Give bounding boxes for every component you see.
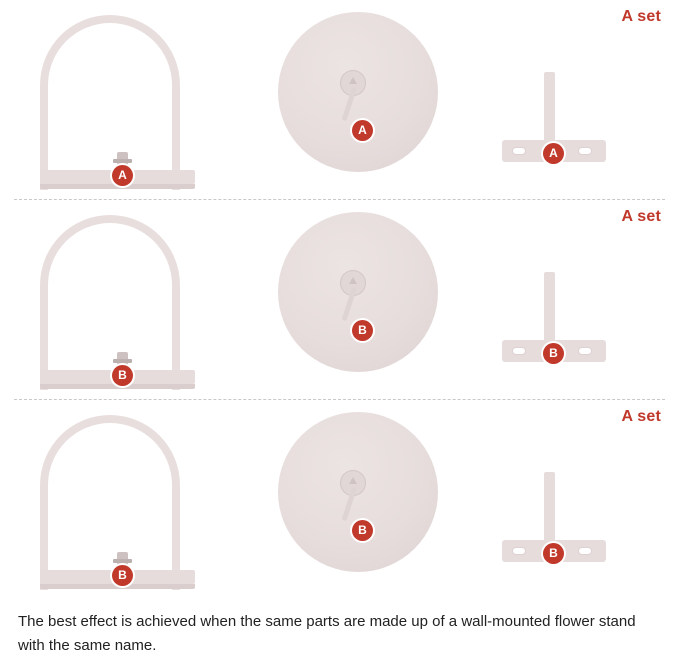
arch-outer-shape bbox=[40, 215, 180, 390]
part-marker: B bbox=[543, 543, 564, 564]
part-marker: A bbox=[352, 120, 373, 141]
round-plate-illustration bbox=[278, 412, 453, 587]
round-plate-illustration bbox=[278, 212, 453, 387]
bracket-screw-hole bbox=[512, 547, 526, 555]
part-marker: A bbox=[112, 165, 133, 186]
bracket-screw-hole bbox=[578, 547, 592, 555]
bracket-post bbox=[544, 72, 555, 142]
part-marker: B bbox=[112, 565, 133, 586]
part-marker: B bbox=[112, 365, 133, 386]
bracket-post bbox=[544, 272, 555, 342]
wall-bracket-illustration bbox=[500, 60, 640, 180]
arch-frame-illustration bbox=[30, 410, 210, 595]
bracket-post bbox=[544, 472, 555, 542]
caption-text: The best effect is achieved when the same parts are made up of a wall-mounted flower stand with the same name. bbox=[18, 613, 636, 654]
arch-outer-shape bbox=[40, 15, 180, 190]
arch-frame-illustration bbox=[30, 10, 210, 195]
parts-row bbox=[0, 200, 679, 400]
bracket-screw-hole bbox=[512, 347, 526, 355]
set-label: A set bbox=[621, 208, 661, 225]
parts-row bbox=[0, 400, 679, 600]
set-label: A set bbox=[621, 408, 661, 425]
set-label: A set bbox=[621, 8, 661, 25]
bracket-screw-hole bbox=[578, 147, 592, 155]
bracket-screw-hole bbox=[512, 147, 526, 155]
arch-outer-shape bbox=[40, 415, 180, 590]
part-marker: A bbox=[543, 143, 564, 164]
part-marker: B bbox=[352, 320, 373, 341]
parts-row bbox=[0, 0, 679, 200]
part-marker: B bbox=[352, 520, 373, 541]
wall-bracket-illustration bbox=[500, 460, 640, 580]
part-marker: B bbox=[543, 343, 564, 364]
bracket-screw-hole bbox=[578, 347, 592, 355]
arch-frame-illustration bbox=[30, 210, 210, 395]
round-plate-illustration bbox=[278, 12, 453, 187]
wall-bracket-illustration bbox=[500, 260, 640, 380]
